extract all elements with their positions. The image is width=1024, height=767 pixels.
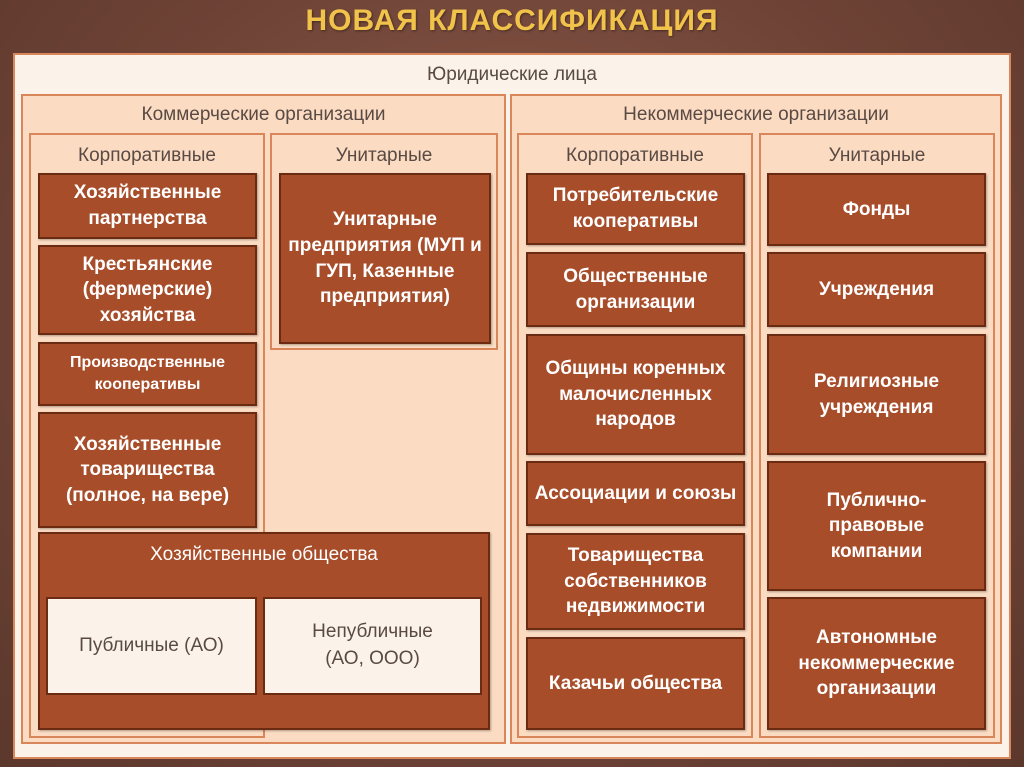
noncommercial-unitary-item: Религиозные учреждения xyxy=(767,334,986,455)
nonpublic-societies-box: Непубличные (АО, ООО) xyxy=(263,597,482,695)
noncommercial-unitary-item: Публично-правовые компании xyxy=(767,461,986,591)
legal-entities-label: Юридические лица xyxy=(427,64,597,85)
noncommercial-corporate-item: Общественные организации xyxy=(526,252,745,327)
noncommercial-corporate-label: Корпоративные xyxy=(566,145,704,166)
business-societies-label: Хозяйственные общества xyxy=(150,544,378,565)
commercial-corporate-label: Корпоративные xyxy=(78,145,216,166)
noncommercial-corporate-item: Товарищества собственников недвижимости xyxy=(526,533,745,630)
commercial-corporate-item: Крестьянские (фермерские) хозяйства xyxy=(38,245,257,335)
page-title: НОВАЯ КЛАССИФИКАЦИЯ xyxy=(305,4,719,37)
commercial-label: Коммерческие организации xyxy=(141,104,386,125)
noncommercial-unitary-item: Фонды xyxy=(767,173,986,246)
noncommercial-corporate-item: Общины коренных малочисленных народов xyxy=(526,334,745,455)
noncommercial-corporate-item: Казачьи общества xyxy=(526,637,745,730)
noncommercial-label: Некоммерческие организации xyxy=(623,104,889,125)
noncommercial-unitary-label: Унитарные xyxy=(828,145,926,166)
commercial-corporate-item: Хозяйственные товарищества (полное, на вере) xyxy=(38,412,257,528)
commercial-corporate-item: Производственные кооперативы xyxy=(38,342,257,406)
commercial-corporate-item: Хозяйственные партнерства xyxy=(38,173,257,239)
commercial-unitary-label: Унитарные xyxy=(335,145,433,166)
noncommercial-unitary-item: Учреждения xyxy=(767,252,986,327)
public-societies-box: Публичные (АО) xyxy=(46,597,257,695)
noncommercial-corporate-item: Потребительские кооперативы xyxy=(526,173,745,245)
noncommercial-unitary-item: Автономные некоммерческие организации xyxy=(767,597,986,730)
commercial-unitary-item: Унитарные предприятия (МУП и ГУП, Казенные предприятия) xyxy=(279,173,491,344)
noncommercial-corporate-item: Ассоциации и союзы xyxy=(526,461,745,526)
